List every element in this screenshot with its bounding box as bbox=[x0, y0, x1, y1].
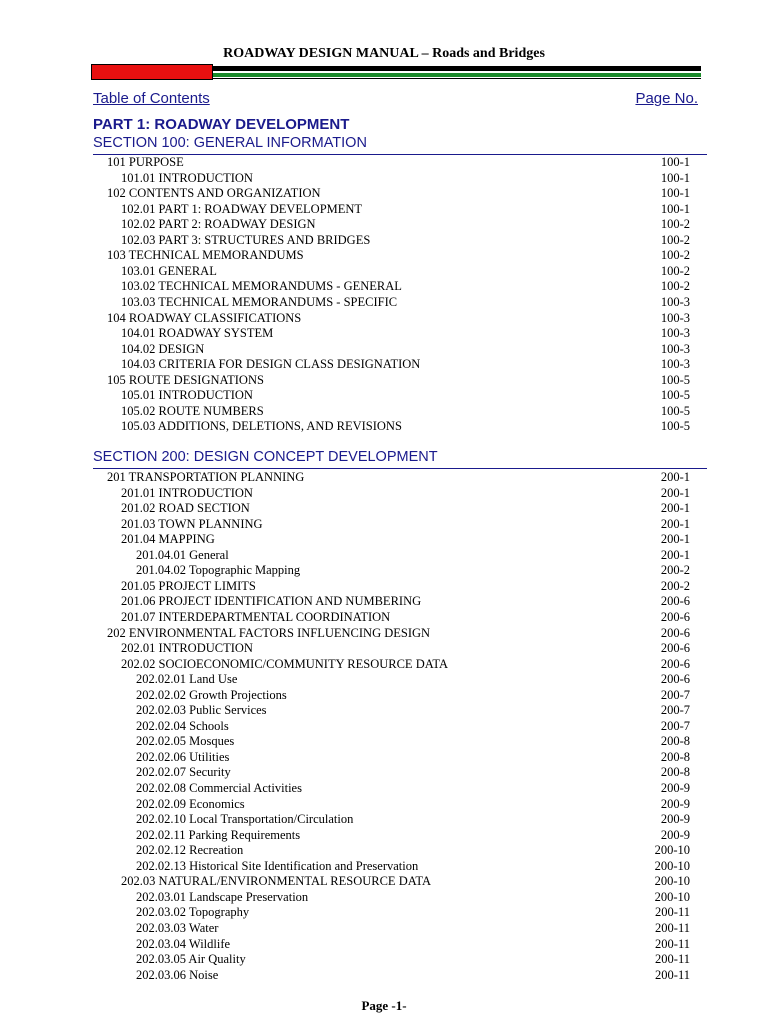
toc-entry-page: 100-2 bbox=[660, 248, 690, 263]
toc-entry bbox=[0, 387, 768, 403]
toc-entry-label: 202.02.11 Parking Requirements bbox=[136, 827, 301, 842]
toc-entry-label: 202.02.07 Security bbox=[136, 765, 231, 780]
toc-entry bbox=[0, 201, 768, 217]
toc-entry-label: 202.02.06 Utilities bbox=[136, 749, 230, 764]
toc-entry-page: 200-8 bbox=[660, 765, 690, 780]
part-title: PART 1: ROADWAY DEVELOPMENT bbox=[93, 116, 350, 133]
toc-entry-label: 202.02.05 Mosques bbox=[136, 734, 235, 749]
toc-entry bbox=[0, 842, 768, 858]
toc-entry-label: 201.04.01 General bbox=[136, 547, 229, 562]
toc-entry-page: 100-1 bbox=[660, 170, 690, 185]
toc-entry-page: 200-8 bbox=[660, 734, 690, 749]
band-thin-line bbox=[213, 78, 701, 79]
toc-entry-page: 200-1 bbox=[660, 547, 690, 562]
toc-entry bbox=[0, 858, 768, 874]
toc-entry-label: 202.02 SOCIOECONOMIC/COMMUNITY RESOURCE DATA bbox=[121, 656, 449, 671]
toc-entry-page: 100-5 bbox=[660, 372, 690, 387]
toc-entry-label: 103.01 GENERAL bbox=[121, 263, 217, 278]
toc-entry-label: 202.03 NATURAL/ENVIRONMENTAL RESOURCE DATA bbox=[121, 874, 432, 889]
toc-entry-label: 202.03.02 Topography bbox=[136, 905, 250, 920]
toc-entry-label: 202.03.05 Air Quality bbox=[136, 952, 246, 967]
toc-entry bbox=[0, 904, 768, 920]
toc-entry bbox=[0, 310, 768, 326]
toc-entry-label: 201.07 INTERDEPARTMENTAL COORDINATION bbox=[121, 609, 391, 624]
toc-entry-page: 200-6 bbox=[660, 625, 690, 640]
toc-entry-page: 100-5 bbox=[660, 388, 690, 403]
toc-entry bbox=[0, 294, 768, 310]
toc-entry-label: 202.03.04 Wildlife bbox=[136, 936, 231, 951]
toc-entry-label: 202.03.03 Water bbox=[136, 920, 219, 935]
toc-entry-label: 103.02 TECHNICAL MEMORANDUMS - GENERAL bbox=[121, 279, 402, 294]
toc-entry bbox=[0, 640, 768, 656]
toc-entry-page: 200-6 bbox=[660, 672, 690, 687]
toc-entry bbox=[0, 170, 768, 186]
toc-entry-page: 100-3 bbox=[660, 294, 690, 309]
toc-entry-page: 200-9 bbox=[660, 812, 690, 827]
toc-entry bbox=[0, 531, 768, 547]
toc-entry-label: 202.02.10 Local Transportation/Circulation bbox=[136, 812, 354, 827]
toc-entry bbox=[0, 341, 768, 357]
toc-entry-page: 200-7 bbox=[660, 703, 690, 718]
toc-entry-page: 100-1 bbox=[660, 155, 690, 169]
toc-entry-label: 105.02 ROUTE NUMBERS bbox=[121, 403, 264, 418]
toc-entry bbox=[0, 967, 768, 983]
toc-entry-label: 202.02.04 Schools bbox=[136, 718, 229, 733]
toc-entry-page: 100-3 bbox=[660, 341, 690, 356]
toc-entry bbox=[0, 403, 768, 419]
toc-entry-label: 102.02 PART 2: ROADWAY DESIGN bbox=[121, 217, 316, 232]
band-green-line bbox=[213, 73, 701, 77]
toc-entry bbox=[0, 185, 768, 201]
toc-entry-label: 104.03 CRITERIA FOR DESIGN CLASS DESIGNATION bbox=[121, 357, 421, 372]
toc-entry-label: 202.02.09 Economics bbox=[136, 796, 245, 811]
toc-entry-label: 201.05 PROJECT LIMITS bbox=[121, 578, 256, 593]
toc-entry-page: 200-11 bbox=[655, 920, 690, 935]
toc-entry-page: 100-5 bbox=[660, 419, 690, 434]
toc-entry bbox=[0, 216, 768, 232]
toc-entry bbox=[0, 547, 768, 563]
toc-entry bbox=[0, 718, 768, 734]
toc-entry bbox=[0, 372, 768, 388]
toc-entry-page: 100-2 bbox=[660, 232, 690, 247]
toc-page-label: Page No. bbox=[635, 90, 698, 107]
toc-entry-label: 202.02.12 Recreation bbox=[136, 843, 244, 858]
toc-entry bbox=[0, 485, 768, 501]
toc-entry-label: 102.03 PART 3: STRUCTURES AND BRIDGES bbox=[121, 232, 371, 247]
toc-entry-label: 105 ROUTE DESIGNATIONS bbox=[107, 372, 264, 387]
toc-entry bbox=[0, 671, 768, 687]
toc-entry-page: 200-6 bbox=[660, 594, 690, 609]
toc-entry-label: 202.01 INTRODUCTION bbox=[121, 641, 253, 656]
toc-entry-page: 200-6 bbox=[660, 656, 690, 671]
toc-entry bbox=[0, 578, 768, 594]
toc-entry-label: 101.01 INTRODUCTION bbox=[121, 170, 253, 185]
toc-entry bbox=[0, 247, 768, 263]
toc-entry-page: 200-9 bbox=[660, 781, 690, 795]
toc-entry-page: 200-10 bbox=[654, 874, 690, 889]
toc-entry-label: 202 ENVIRONMENTAL FACTORS INFLUENCING DESIGN bbox=[107, 625, 431, 640]
toc-entry bbox=[0, 609, 768, 625]
toc-entry bbox=[0, 263, 768, 279]
toc-entry-label: 201.01 INTRODUCTION bbox=[121, 485, 253, 500]
toc-entry-label: 104.01 ROADWAY SYSTEM bbox=[121, 326, 274, 341]
toc-entry-page: 200-11 bbox=[655, 936, 690, 951]
toc-entry bbox=[0, 154, 768, 170]
toc-entry-label: 105.01 INTRODUCTION bbox=[121, 388, 253, 403]
toc-entry bbox=[0, 593, 768, 609]
toc-entry-page: 100-3 bbox=[660, 357, 690, 372]
toc-entry-page: 200-11 bbox=[655, 952, 690, 967]
toc-entry-page: 200-1 bbox=[660, 516, 690, 531]
toc-entry-label: 101 PURPOSE bbox=[107, 155, 184, 169]
toc-entry bbox=[0, 827, 768, 843]
toc-entry-page: 200-8 bbox=[660, 749, 690, 764]
toc-entry-page: 200-6 bbox=[660, 609, 690, 624]
toc-entry-page: 200-6 bbox=[660, 641, 690, 656]
toc-entry bbox=[0, 889, 768, 905]
toc-entry bbox=[0, 232, 768, 248]
toc-entry bbox=[0, 702, 768, 718]
toc-entry-label: 202.02.01 Land Use bbox=[136, 672, 238, 687]
manual-title: ROADWAY DESIGN MANUAL – Roads and Bridges bbox=[223, 46, 545, 61]
toc-entry-page: 200-11 bbox=[655, 967, 690, 982]
toc-entry bbox=[0, 418, 768, 434]
toc-entry-page: 200-1 bbox=[660, 501, 690, 516]
toc-entry-page: 100-5 bbox=[660, 403, 690, 418]
toc-entry-label: 201.04 MAPPING bbox=[121, 532, 215, 547]
toc-entry bbox=[0, 469, 768, 485]
toc-entry bbox=[0, 733, 768, 749]
band-red-block bbox=[91, 64, 213, 80]
toc-entry-page: 200-9 bbox=[660, 827, 690, 842]
toc-entry bbox=[0, 656, 768, 672]
toc-entry bbox=[0, 516, 768, 532]
toc-entry-page: 200-10 bbox=[654, 889, 690, 904]
toc-title: Table of Contents bbox=[93, 90, 210, 107]
header-color-band bbox=[91, 64, 701, 80]
toc-entry-label: 202.02.02 Growth Projections bbox=[136, 687, 287, 702]
toc-entry-page: 200-2 bbox=[660, 578, 690, 593]
toc-entry-label: 201.03 TOWN PLANNING bbox=[121, 516, 263, 531]
toc-entry-label: 202.02.13 Historical Site Identification and Preservation bbox=[136, 858, 419, 873]
toc-entry-page: 200-1 bbox=[660, 470, 690, 484]
toc-entry-label: 105.03 ADDITIONS, DELETIONS, AND REVISIONS bbox=[121, 419, 402, 434]
toc-entry bbox=[0, 687, 768, 703]
toc-entry bbox=[0, 780, 768, 796]
toc-entry-page: 200-2 bbox=[660, 563, 690, 578]
toc-entry-page: 200-1 bbox=[660, 485, 690, 500]
toc-entry bbox=[0, 936, 768, 952]
band-black-line bbox=[213, 66, 701, 71]
toc-entry-page: 100-2 bbox=[660, 217, 690, 232]
toc-entry-label: 201.06 PROJECT IDENTIFICATION AND NUMBERING bbox=[121, 594, 422, 609]
toc-entry-label: 202.03.01 Landscape Preservation bbox=[136, 889, 309, 904]
toc-entry-label: 202.02.03 Public Services bbox=[136, 703, 267, 718]
toc-entry-page: 200-7 bbox=[660, 718, 690, 733]
toc-entry-page: 100-2 bbox=[660, 279, 690, 294]
toc-entry bbox=[0, 920, 768, 936]
toc-entry bbox=[0, 951, 768, 967]
toc-entry-label: 103 TECHNICAL MEMORANDUMS bbox=[107, 248, 304, 263]
toc-entry-label: 104.02 DESIGN bbox=[121, 341, 205, 356]
toc-entry bbox=[0, 796, 768, 812]
toc-entry-label: 201.04.02 Topographic Mapping bbox=[136, 563, 301, 578]
toc-entry bbox=[0, 278, 768, 294]
toc-entry-page: 100-1 bbox=[660, 201, 690, 216]
toc-entry bbox=[0, 625, 768, 641]
section-title: SECTION 100: GENERAL INFORMATION bbox=[93, 135, 367, 151]
toc-entry bbox=[0, 764, 768, 780]
toc-entry bbox=[0, 562, 768, 578]
toc-entry bbox=[0, 325, 768, 341]
section-title: SECTION 200: DESIGN CONCEPT DEVELOPMENT bbox=[93, 449, 438, 465]
toc-entry bbox=[0, 749, 768, 765]
toc-entry-label: 102 CONTENTS AND ORGANIZATION bbox=[107, 186, 321, 201]
toc-entry-label: 102.01 PART 1: ROADWAY DEVELOPMENT bbox=[121, 201, 363, 216]
toc-entry-page: 200-11 bbox=[655, 905, 690, 920]
toc-entry bbox=[0, 356, 768, 372]
toc-entry-label: 103.03 TECHNICAL MEMORANDUMS - SPECIFIC bbox=[121, 294, 398, 309]
toc-entry-label: 201 TRANSPORTATION PLANNING bbox=[107, 470, 305, 484]
toc-entry-page: 200-9 bbox=[660, 796, 690, 811]
toc-entry-page: 200-7 bbox=[660, 687, 690, 702]
toc-entry bbox=[0, 500, 768, 516]
toc-entry-page: 100-1 bbox=[660, 186, 690, 201]
toc-entry bbox=[0, 811, 768, 827]
page-footer: Page -1- bbox=[361, 998, 407, 1013]
toc-entry-page: 100-3 bbox=[660, 310, 690, 325]
toc-entry-page: 200-10 bbox=[654, 843, 690, 858]
toc-entry-page: 100-3 bbox=[660, 326, 690, 341]
toc-entry-label: 104 ROADWAY CLASSIFICATIONS bbox=[107, 310, 302, 325]
toc-entry-label: 202.02.08 Commercial Activities bbox=[136, 781, 302, 795]
toc-entry-page: 200-10 bbox=[654, 858, 690, 873]
toc-entry-label: 202.03.06 Noise bbox=[136, 967, 219, 982]
toc-entry-page: 200-1 bbox=[660, 532, 690, 547]
toc-entry-page: 100-2 bbox=[660, 263, 690, 278]
toc-entry-label: 201.02 ROAD SECTION bbox=[121, 501, 250, 516]
toc-entry bbox=[0, 873, 768, 889]
